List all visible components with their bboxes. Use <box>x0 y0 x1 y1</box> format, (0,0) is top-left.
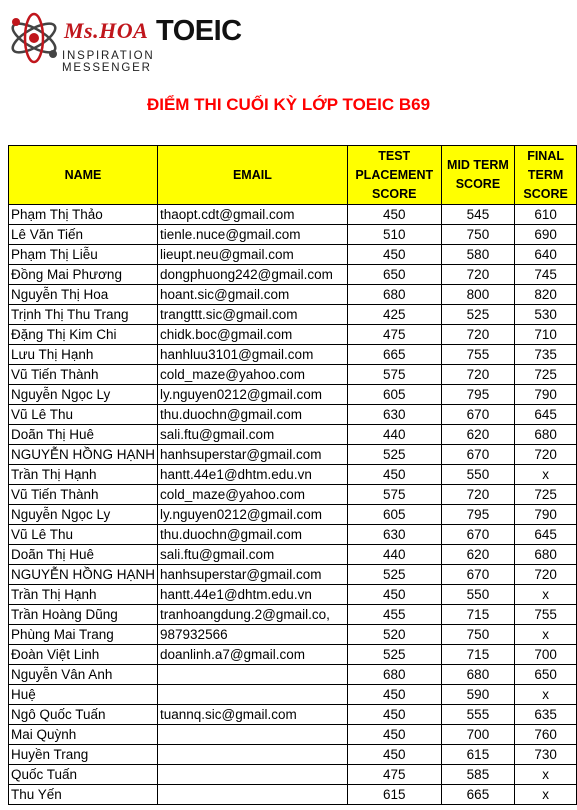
placement-score-cell: 525 <box>347 565 441 585</box>
name-cell: Đoàn Việt Linh <box>9 645 158 665</box>
name-cell: Thu Yến <box>9 785 158 805</box>
midterm-score-cell: 545 <box>441 205 515 225</box>
name-cell: Doãn Thị Huê <box>9 545 158 565</box>
placement-score-cell: 450 <box>347 205 441 225</box>
final-score-cell: 820 <box>515 285 577 305</box>
email-cell: thu.duochn@gmail.com <box>158 525 348 545</box>
page-title: ĐIỂM THI CUỐI KỲ LỚP TOEIC B69 <box>146 95 431 114</box>
placement-score-cell: 450 <box>347 705 441 725</box>
placement-score-cell: 605 <box>347 385 441 405</box>
email-cell <box>158 745 348 765</box>
placement-score-cell: 450 <box>347 585 441 605</box>
name-cell: Nguyễn Thị Hoa <box>9 285 158 305</box>
table-row <box>9 685 577 705</box>
final-score-cell: 720 <box>515 445 577 465</box>
table-row <box>9 305 577 325</box>
email-cell: tuannq.sic@gmail.com <box>158 705 348 725</box>
name-cell: Trần Thị Hạnh <box>9 465 158 485</box>
midterm-score-cell: 615 <box>441 745 515 765</box>
placement-score-cell: 630 <box>347 525 441 545</box>
name-cell: Đồng Mai Phương <box>9 265 158 285</box>
name-cell: Trần Thị Hạnh <box>9 585 158 605</box>
table-row <box>9 725 577 745</box>
email-cell: hantt.44e1@dhtm.edu.vn <box>158 585 348 605</box>
name-cell: Doãn Thị Huê <box>9 425 158 445</box>
midterm-score-cell: 550 <box>441 585 515 605</box>
final-score-cell: 690 <box>515 225 577 245</box>
placement-score-cell: 680 <box>347 665 441 685</box>
placement-score-cell: 425 <box>347 305 441 325</box>
name-cell: Nguyễn Ngọc Ly <box>9 385 158 405</box>
placement-score-cell: 450 <box>347 725 441 745</box>
name-cell: Lưu Thị Hạnh <box>9 345 158 365</box>
table-header-row <box>9 146 577 205</box>
table-row <box>9 225 577 245</box>
email-cell: thu.duochn@gmail.com <box>158 405 348 425</box>
email-cell: hoant.sic@gmail.com <box>158 285 348 305</box>
final-score-cell: x <box>515 785 577 805</box>
name-cell: Huyền Trang <box>9 745 158 765</box>
email-cell: lieupt.neu@gmail.com <box>158 245 348 265</box>
atom-icon <box>6 8 62 64</box>
final-score-cell: x <box>515 685 577 705</box>
column-header-email: EMAIL <box>158 146 348 205</box>
final-score-cell: 745 <box>515 265 577 285</box>
email-cell: thaopt.cdt@gmail.com <box>158 205 348 225</box>
email-cell: ly.nguyen0212@gmail.com <box>158 505 348 525</box>
final-score-cell: 725 <box>515 365 577 385</box>
table-row <box>9 605 577 625</box>
final-score-cell: 755 <box>515 605 577 625</box>
name-cell: Quốc Tuấn <box>9 765 158 785</box>
midterm-score-cell: 670 <box>441 565 515 585</box>
final-score-cell: 730 <box>515 745 577 765</box>
final-score-cell: x <box>515 465 577 485</box>
placement-score-cell: 575 <box>347 365 441 385</box>
email-cell <box>158 765 348 785</box>
email-cell: 987932566 <box>158 625 348 645</box>
name-cell: Nguyễn Ngọc Ly <box>9 505 158 525</box>
table-row <box>9 625 577 645</box>
placement-score-cell: 650 <box>347 265 441 285</box>
email-cell: chidk.boc@gmail.com <box>158 325 348 345</box>
final-score-cell: 700 <box>515 645 577 665</box>
table-row <box>9 325 577 345</box>
midterm-score-cell: 795 <box>441 505 515 525</box>
table-row <box>9 245 577 265</box>
name-cell: Trịnh Thị Thu Trang <box>9 305 158 325</box>
email-cell <box>158 665 348 685</box>
placement-score-cell: 520 <box>347 625 441 645</box>
table-row <box>9 665 577 685</box>
table-row <box>9 785 577 805</box>
final-score-cell: 650 <box>515 665 577 685</box>
table-row <box>9 345 577 365</box>
logo-tagline: INSPIRATION MESSENGER <box>62 50 155 74</box>
email-cell: hanhsuperstar@gmail.com <box>158 565 348 585</box>
midterm-score-cell: 670 <box>441 525 515 545</box>
logo-brand: Ms.HOA <box>64 18 149 43</box>
email-cell: sali.ftu@gmail.com <box>158 425 348 445</box>
email-cell <box>158 785 348 805</box>
email-cell: doanlinh.a7@gmail.com <box>158 645 348 665</box>
placement-score-cell: 475 <box>347 765 441 785</box>
email-cell: trangttt.sic@gmail.com <box>158 305 348 325</box>
final-score-cell: 645 <box>515 405 577 425</box>
midterm-score-cell: 800 <box>441 285 515 305</box>
name-cell: Vũ Lê Thu <box>9 525 158 545</box>
midterm-score-cell: 620 <box>441 425 515 445</box>
table-row <box>9 385 577 405</box>
placement-score-cell: 525 <box>347 645 441 665</box>
midterm-score-cell: 550 <box>441 465 515 485</box>
final-score-cell: 710 <box>515 325 577 345</box>
placement-score-cell: 440 <box>347 545 441 565</box>
midterm-score-cell: 585 <box>441 765 515 785</box>
placement-score-cell: 450 <box>347 245 441 265</box>
midterm-score-cell: 750 <box>441 625 515 645</box>
final-score-cell: 680 <box>515 425 577 445</box>
midterm-score-cell: 670 <box>441 405 515 425</box>
name-cell: Vũ Tiến Thành <box>9 365 158 385</box>
midterm-score-cell: 525 <box>441 305 515 325</box>
column-header-name: NAME <box>9 146 158 205</box>
name-cell: Huệ <box>9 685 158 705</box>
midterm-score-cell: 750 <box>441 225 515 245</box>
placement-score-cell: 575 <box>347 485 441 505</box>
table-row <box>9 545 577 565</box>
midterm-score-cell: 620 <box>441 545 515 565</box>
email-cell: tranhoangdung.2@gmail.co, <box>158 605 348 625</box>
placement-score-cell: 450 <box>347 465 441 485</box>
table-row <box>9 645 577 665</box>
final-score-cell: 760 <box>515 725 577 745</box>
name-cell: Vũ Lê Thu <box>9 405 158 425</box>
name-cell: Phạm Thị Liễu <box>9 245 158 265</box>
table-row <box>9 525 577 545</box>
table-row <box>9 505 577 525</box>
email-cell: dongphuong242@gmail.com <box>158 265 348 285</box>
final-score-cell: x <box>515 765 577 785</box>
name-cell: Trần Hoàng Dũng <box>9 605 158 625</box>
email-cell: tienle.nuce@gmail.com <box>158 225 348 245</box>
email-cell: sali.ftu@gmail.com <box>158 545 348 565</box>
email-cell: hantt.44e1@dhtm.edu.vn <box>158 465 348 485</box>
name-cell: NGUYỄN HỒNG HẠNH <box>9 445 158 465</box>
logo <box>6 8 242 74</box>
final-score-cell: 610 <box>515 205 577 225</box>
score-table <box>8 145 577 805</box>
placement-score-cell: 630 <box>347 405 441 425</box>
placement-score-cell: 605 <box>347 505 441 525</box>
midterm-score-cell: 795 <box>441 385 515 405</box>
email-cell: hanhluu3101@gmail.com <box>158 345 348 365</box>
name-cell: Nguyễn Vân Anh <box>9 665 158 685</box>
name-cell: NGUYỄN HỒNG HẠNH <box>9 565 158 585</box>
placement-score-cell: 455 <box>347 605 441 625</box>
final-score-cell: 530 <box>515 305 577 325</box>
final-score-cell: x <box>515 625 577 645</box>
email-cell: cold_maze@yahoo.com <box>158 365 348 385</box>
table-row <box>9 745 577 765</box>
column-header-midterm: MID TERM SCORE <box>441 146 515 205</box>
table-row <box>9 465 577 485</box>
table-row <box>9 765 577 785</box>
name-cell: Đặng Thị Kim Chi <box>9 325 158 345</box>
table-row <box>9 425 577 445</box>
placement-score-cell: 475 <box>347 325 441 345</box>
midterm-score-cell: 720 <box>441 325 515 345</box>
placement-score-cell: 665 <box>347 345 441 365</box>
midterm-score-cell: 670 <box>441 445 515 465</box>
email-cell: ly.nguyen0212@gmail.com <box>158 385 348 405</box>
table-row <box>9 485 577 505</box>
table-row <box>9 365 577 385</box>
final-score-cell: 790 <box>515 385 577 405</box>
placement-score-cell: 680 <box>347 285 441 305</box>
midterm-score-cell: 700 <box>441 725 515 745</box>
logo-product: TOEIC <box>156 15 242 47</box>
midterm-score-cell: 720 <box>441 365 515 385</box>
final-score-cell: 735 <box>515 345 577 365</box>
table-row <box>9 585 577 605</box>
table-row <box>9 265 577 285</box>
midterm-score-cell: 580 <box>441 245 515 265</box>
name-cell: Mai Quỳnh <box>9 725 158 745</box>
name-cell: Phạm Thị Thảo <box>9 205 158 225</box>
placement-score-cell: 510 <box>347 225 441 245</box>
placement-score-cell: 440 <box>347 425 441 445</box>
midterm-score-cell: 720 <box>441 265 515 285</box>
table-row <box>9 565 577 585</box>
table-row <box>9 205 577 225</box>
table-row <box>9 705 577 725</box>
email-cell: hanhsuperstar@gmail.com <box>158 445 348 465</box>
table-row <box>9 285 577 305</box>
final-score-cell: 645 <box>515 525 577 545</box>
table-row <box>9 405 577 425</box>
name-cell: Phùng Mai Trang <box>9 625 158 645</box>
email-cell <box>158 725 348 745</box>
final-score-cell: 640 <box>515 245 577 265</box>
midterm-score-cell: 715 <box>441 605 515 625</box>
final-score-cell: x <box>515 585 577 605</box>
midterm-score-cell: 755 <box>441 345 515 365</box>
placement-score-cell: 525 <box>347 445 441 465</box>
column-header-final: FINAL TERM SCORE <box>515 146 577 205</box>
final-score-cell: 680 <box>515 545 577 565</box>
name-cell: Vũ Tiến Thành <box>9 485 158 505</box>
column-header-placement: TEST PLACEMENT SCORE <box>347 146 441 205</box>
midterm-score-cell: 555 <box>441 705 515 725</box>
midterm-score-cell: 665 <box>441 785 515 805</box>
table-row <box>9 445 577 465</box>
placement-score-cell: 615 <box>347 785 441 805</box>
final-score-cell: 720 <box>515 565 577 585</box>
midterm-score-cell: 590 <box>441 685 515 705</box>
email-cell <box>158 685 348 705</box>
final-score-cell: 725 <box>515 485 577 505</box>
midterm-score-cell: 680 <box>441 665 515 685</box>
final-score-cell: 790 <box>515 505 577 525</box>
midterm-score-cell: 715 <box>441 645 515 665</box>
email-cell: cold_maze@yahoo.com <box>158 485 348 505</box>
placement-score-cell: 450 <box>347 745 441 765</box>
name-cell: Lê Văn Tiến <box>9 225 158 245</box>
midterm-score-cell: 720 <box>441 485 515 505</box>
name-cell: Ngô Quốc Tuấn <box>9 705 158 725</box>
final-score-cell: 635 <box>515 705 577 725</box>
placement-score-cell: 450 <box>347 685 441 705</box>
